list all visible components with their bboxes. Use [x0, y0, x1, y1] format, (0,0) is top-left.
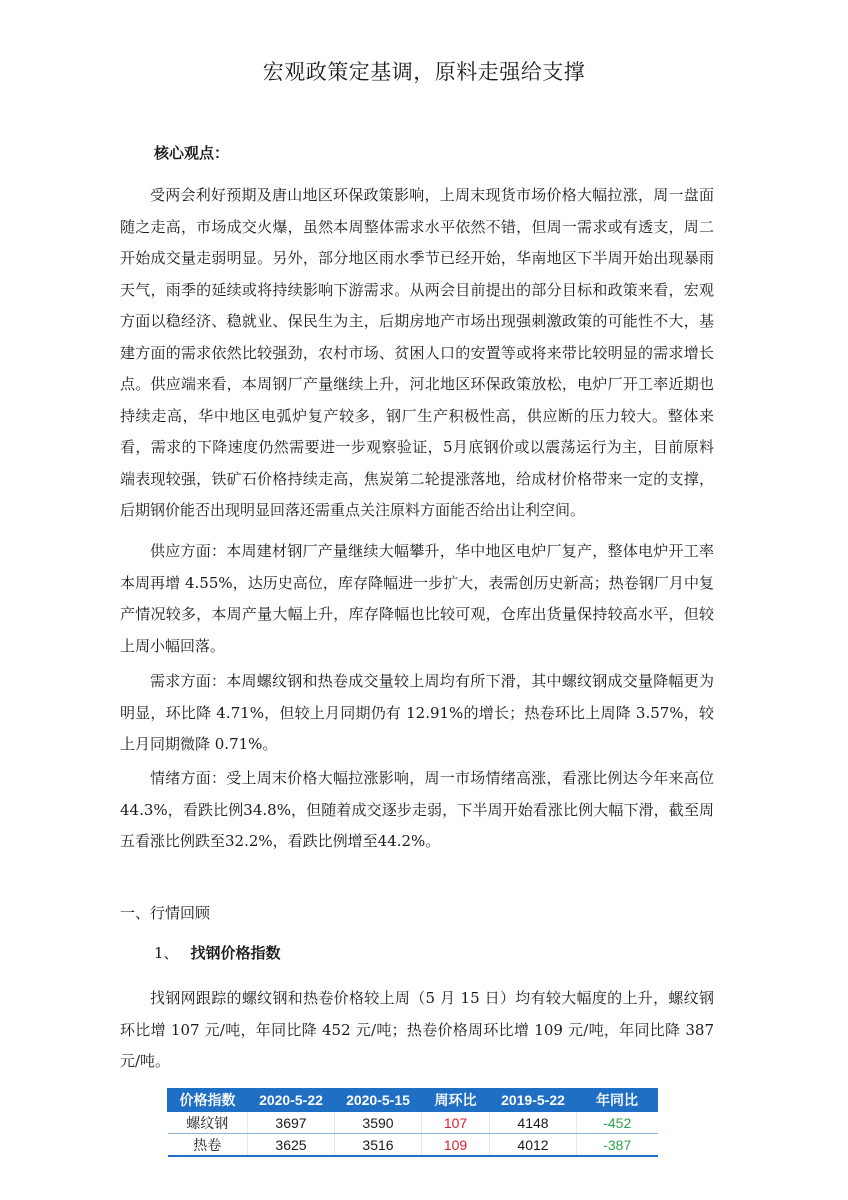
table-cell-yearly-change: -387 — [577, 1134, 658, 1157]
sentiment-paragraph: 情绪方面：受上周末价格大幅拉涨影响，周一市场情绪高涨，看涨比例达今年来高位44.3%，看跌比例34.8%，但随着成交逐步走弱，下半周开始看涨比例大幅下滑，截至周五看涨比例跌至32.2%，看跌比例增至44.2%。 — [120, 769, 714, 850]
table-cell-product: 热卷 — [168, 1134, 248, 1157]
price-index-table — [167, 1088, 658, 1157]
price-paragraph-block — [120, 983, 714, 1078]
demand-paragraph-block — [120, 666, 714, 761]
sub-heading-text: 找钢价格指数 — [190, 944, 281, 962]
price-paragraph: 找钢网跟踪的螺纹钢和热卷价格较上周（5 月 15 日）均有较大幅度的上升，螺纹钢环比增 107 元/吨，年同比降 452 元/吨；热卷价格周环比增 109 元/吨，年同比降 387 元/吨。 — [120, 989, 714, 1070]
table-header-cell: 周环比 — [422, 1089, 490, 1112]
supply-paragraph: 供应方面：本周建材钢厂产量继续大幅攀升，华中地区电炉厂复产，整体电炉开工率本周再增 4.55%，达历史高位，库存降幅进一步扩大，表需创历史新高；热卷钢厂月中复产情况较多，本周产量大幅上升，库存降幅也比较可观，仓库出货量保持较高水平，但较上周小幅回落。 — [120, 542, 714, 655]
core-paragraph: 受两会利好预期及唐山地区环保政策影响，上周末现货市场价格大幅拉涨，周一盘面随之走高，市场成交火爆，虽然本周整体需求水平依然不错，但周一需求或有透支，周二开始成交量走弱明显。另外，部分地区雨水季节已经开始，华南地区下半周开始出现暴雨天气，雨季的延续或将持续影响下游需求。从两会目前提出的部分目标和政策来看，宏观方面以稳经济、稳就业、保民生为主，后期房地产市场出现强刺激政策的可能性不大，基建方面的需求依然比较强劲，农村市场、贫困人口的安置等或将来带比较明显的需求增长点。供应端来看，本周钢厂产量继续上升，河北地区环保政策放松，电炉厂开工率近期也持续走高，华中地区电弧炉复产较多，钢厂生产积极性高，供应断的压力较大。整体来看，需求的下降速度仍然需要进一步观察验证，5月底钢价或以震荡运行为主，目前原料端表现较强，铁矿石价格持续走高，焦炭第二轮提涨落地，给成材价格带来一定的支撑，后期钢价能否出现明显回落还需重点关注原料方面能否给出让利空间。 — [120, 186, 714, 519]
document-title: 宏观政策定基调，原料走强给支撑 — [262, 60, 586, 84]
table-cell: 3697 — [248, 1112, 335, 1134]
sentiment-paragraph-block — [120, 763, 714, 858]
table-cell: 3590 — [335, 1112, 422, 1134]
core-heading: 核心观点： — [154, 144, 230, 162]
table-cell: 3516 — [335, 1134, 422, 1157]
table-cell: 3625 — [248, 1134, 335, 1157]
table-cell-product: 螺纹钢 — [168, 1112, 248, 1134]
table-cell-weekly-change: 107 — [422, 1112, 490, 1134]
table-row — [168, 1112, 658, 1134]
table-header-cell: 2019-5-22 — [490, 1089, 577, 1112]
section-heading: 一、行情回顾 — [120, 904, 211, 922]
table-cell-weekly-change: 109 — [422, 1134, 490, 1157]
supply-paragraph-block — [120, 536, 714, 662]
table-cell: 4148 — [490, 1112, 577, 1134]
table-header-cell: 2020-5-22 — [248, 1089, 335, 1112]
table-cell: 4012 — [490, 1134, 577, 1157]
table-header-row — [168, 1089, 658, 1112]
table-header-cell: 价格指数 — [168, 1089, 248, 1112]
table-row — [168, 1134, 658, 1157]
sub-heading — [154, 942, 281, 963]
table-header-cell: 2020-5-15 — [335, 1089, 422, 1112]
core-paragraph-block — [120, 180, 714, 527]
table-cell-yearly-change: -452 — [577, 1112, 658, 1134]
demand-paragraph: 需求方面：本周螺纹钢和热卷成交量较上周均有所下滑，其中螺纹钢成交量降幅更为明显，环比降 4.71%，但较上月同期仍有 12.91%的增长；热卷环比上周降 3.57%，较上月同期微降 0.71%。 — [120, 672, 714, 753]
sub-heading-number: 1、 — [154, 944, 179, 962]
table-header-cell: 年同比 — [577, 1089, 658, 1112]
